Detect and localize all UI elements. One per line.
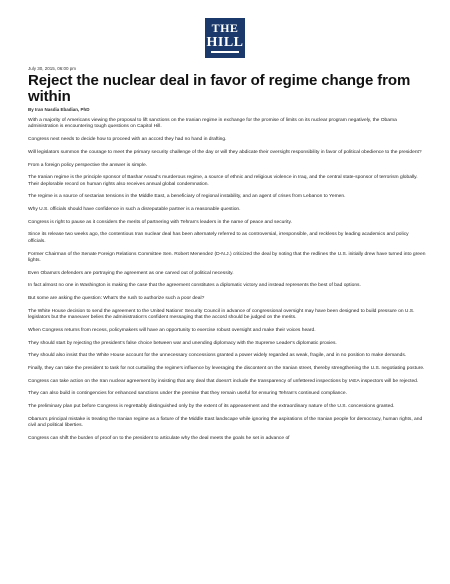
article-paragraph: The preliminary plan put before Congress is regrettably distinguished only by the extent of its appeasement and the extraordinary nature of the U.S. concessions granted.: [28, 404, 395, 410]
article-title: Reject the nuclear deal in favor of regime change from within: [28, 72, 411, 105]
article-paragraph: Congress can take action on the Iran nuclear agreement by insisting that any deal that doesn't include the transparency of unfettered inspections by IAEA inspectors will be rejected.: [28, 378, 419, 384]
article-paragraph: In fact almost no one in Washington is making the case that the agreement constitutes a diplomatic victory and instead represents the best of bad options.: [28, 283, 361, 289]
article-paragraph: Will legislators summon the courage to meet the primary security challenge of the day or will they abdicate their oversight responsibility in favor of political obedience to the president?: [28, 149, 422, 155]
article-date: July 30, 2015, 06:00 pm: [28, 66, 77, 71]
article-paragraph: The Iranian regime is the principle sponsor of Bashar Assad's murderous regime, a source of ethnic and religious violence in Iraq, and the central state-sponsor of terrorism globally. Their deplorable record on human rights also receives annual global condemnation.: [28, 175, 418, 187]
article-paragraph: They can also build in contingencies for enhanced sanctions under the premise that they remain useful for ensuring Tehran's continued compliance.: [28, 391, 347, 397]
article-paragraph: From a foreign policy perspective the answer is simple.: [28, 162, 148, 168]
article-paragraph: Even Obama's defenders are portraying the agreement as one carved out of political necessity.: [28, 270, 234, 276]
article-body: [28, 118, 426, 442]
article-paragraph: But some are asking the question: What's the rush to authorize such a poor deal?: [28, 296, 205, 302]
article-paragraph: Former Chairman of the Senate Foreign Relations Committee Sen. Robert Menendez (D-N.J.) criticized the deal by noting that the redlines the U.S. initially drew have turned into green lights.: [28, 251, 426, 263]
article-paragraph: Congress is right to pause as it considers the merits of partnering with Tehran's leaders in the name of peace and security.: [28, 219, 292, 225]
article-byline: By Iran Nasdia Ebadian, PhD: [28, 107, 90, 112]
article-paragraph: Why U.S. officials should have confidence in such a disreputable partner is a reasonable question.: [28, 207, 241, 213]
article-paragraph: Since its release two weeks ago, the contentious Iran nuclear deal has been alternately referred to as controversial, irresponsible, and reckless by leading academics and policy officials.: [28, 232, 409, 244]
logo-text-line1: THE: [211, 21, 239, 35]
article-paragraph: Finally, they can take the president to task for not curtailing the regime's influence by leveraging the discontent on the Iranian street, thereby strengthening the U.S. negotiating posture.: [28, 365, 425, 371]
logo-underline: [211, 51, 239, 53]
article-content: [28, 66, 426, 449]
article-paragraph: They should also insist that the White House account for the unnecessary concessions granted a power widely regarded as weak, fragile, and in no position to make demands.: [28, 353, 407, 359]
article-paragraph: They should start by rejecting the president's false choice between war and unending diplomacy with the Supreme Leader's diplomatic proxies.: [28, 340, 337, 346]
article-paragraph: The regime is a source of sectarian tensions in the Middle East, a beneficiary of regional instability, and an agent of crises from Lebanon to Yemen.: [28, 194, 346, 200]
the-hill-logo[interactable]: [205, 18, 245, 58]
article-paragraph: Congress next needs to decide how to proceed with an accord they had no hand in drafting.: [28, 137, 227, 143]
article-paragraph: The White House decision to send the agreement to the United Nations' Security Council in advance of congressional oversight may have been designed to build pressure on U.S. legislators but the maneuver belies the administration's confident messaging that the accord should be judged on the merits.: [28, 308, 415, 321]
logo-text-line2: HILL: [206, 35, 244, 50]
article-paragraph: Congress can shift the burden of proof on to the president to articulate why the deal meets the goals he set in advance of: [28, 435, 290, 441]
article-paragraph: With a majority of Americans viewing the proposal to lift sanctions on the Iranian regime in exchange for the promise of limits on its nuclear program negatively, the Obama administration is encountering tough questions on Capitol Hill.: [28, 118, 397, 130]
article-paragraph: When Congress returns from recess, policymakers will have an opportunity to exercise robust oversight and make their voices heard.: [28, 327, 316, 333]
article-paragraph: Obama's principal mistake is treating the Iranian regime as a fixture of the Middle East landscape while ignoring the aspirations of the Iranian people for democracy, human rights, and civil and political liberties.: [28, 416, 423, 429]
